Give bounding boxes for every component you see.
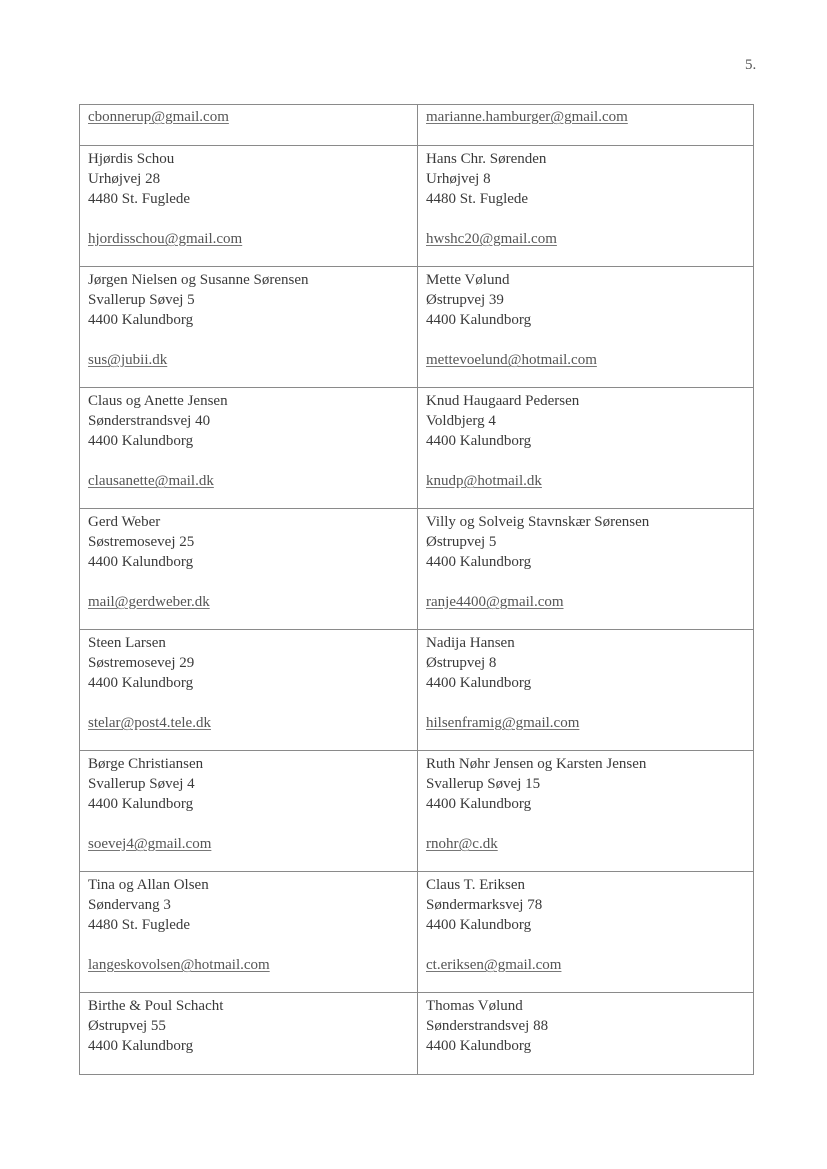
contact-street: Søndermarksvej 78 bbox=[426, 897, 543, 913]
contact-street: Søstremosevej 29 bbox=[88, 655, 195, 671]
contact-city: 4400 Kalundborg bbox=[88, 433, 194, 449]
contact-city: 4480 St. Fuglede bbox=[88, 191, 191, 207]
contact-street: Østrupvej 5 bbox=[426, 534, 497, 550]
contact-street: Voldbjerg 4 bbox=[426, 413, 496, 429]
contact-street: Sønderstrandsvej 88 bbox=[426, 1018, 549, 1034]
contact-city: 4400 Kalundborg bbox=[426, 675, 532, 691]
table-row bbox=[80, 105, 754, 146]
table-row bbox=[80, 388, 754, 509]
contact-name: Mette Vølund bbox=[426, 272, 510, 288]
email-link[interactable]: knudp@hotmail.dk bbox=[426, 473, 542, 489]
contact-name: Steen Larsen bbox=[88, 635, 166, 651]
email-link[interactable]: hjordisschou@gmail.com bbox=[88, 231, 243, 247]
email-link[interactable]: ranje4400@gmail.com bbox=[426, 594, 564, 610]
contact-cell bbox=[80, 993, 418, 1075]
table-row bbox=[80, 993, 754, 1075]
contact-city: 4480 St. Fuglede bbox=[88, 917, 191, 933]
contact-cell bbox=[80, 872, 418, 993]
contact-cell bbox=[418, 509, 754, 630]
contact-street: Søstremosevej 25 bbox=[88, 534, 195, 550]
contact-city: 4400 Kalundborg bbox=[426, 796, 532, 812]
contact-name: Claus og Anette Jensen bbox=[88, 393, 228, 409]
contact-street: Svallerup Søvej 4 bbox=[88, 776, 195, 792]
table-row bbox=[80, 630, 754, 751]
contact-street: Svallerup Søvej 15 bbox=[426, 776, 541, 792]
page-number: 5. bbox=[745, 57, 757, 73]
contact-name: Børge Christiansen bbox=[88, 756, 204, 772]
email-link[interactable]: stelar@post4.tele.dk bbox=[88, 715, 211, 731]
contact-name: Jørgen Nielsen og Susanne Sørensen bbox=[88, 272, 309, 288]
email-link[interactable]: hilsenframig@gmail.com bbox=[426, 715, 580, 731]
contact-street: Østrupvej 39 bbox=[426, 292, 504, 308]
contact-city: 4480 St. Fuglede bbox=[426, 191, 529, 207]
contact-name: Villy og Solveig Stavnskær Sørensen bbox=[426, 514, 650, 530]
contact-cell bbox=[418, 388, 754, 509]
email-link[interactable]: mettevoelund@hotmail.com bbox=[426, 352, 597, 368]
contact-cell bbox=[418, 267, 754, 388]
contact-city: 4400 Kalundborg bbox=[88, 312, 194, 328]
email-link[interactable]: clausanette@mail.dk bbox=[88, 473, 214, 489]
contact-cell bbox=[418, 105, 754, 146]
contact-table bbox=[79, 104, 754, 1075]
table-row bbox=[80, 872, 754, 993]
contact-city: 4400 Kalundborg bbox=[426, 917, 532, 933]
contact-cell bbox=[80, 509, 418, 630]
contact-city: 4400 Kalundborg bbox=[88, 675, 194, 691]
contact-name: Ruth Nøhr Jensen og Karsten Jensen bbox=[426, 756, 647, 772]
contact-city: 4400 Kalundborg bbox=[88, 1038, 194, 1054]
contact-street: Søndervang 3 bbox=[88, 897, 171, 913]
contact-name: Hjørdis Schou bbox=[88, 151, 175, 167]
contact-street: Urhøjvej 8 bbox=[426, 171, 491, 187]
contact-cell bbox=[80, 751, 418, 872]
contact-cell bbox=[418, 872, 754, 993]
contact-city: 4400 Kalundborg bbox=[426, 312, 532, 328]
contact-cell bbox=[418, 993, 754, 1075]
contact-cell bbox=[418, 146, 754, 267]
contact-city: 4400 Kalundborg bbox=[426, 1038, 532, 1054]
contact-street: Urhøjvej 28 bbox=[88, 171, 161, 187]
table-row bbox=[80, 267, 754, 388]
contact-name: Gerd Weber bbox=[88, 514, 161, 530]
contact-cell bbox=[80, 630, 418, 751]
contact-cell bbox=[80, 267, 418, 388]
contact-name: Tina og Allan Olsen bbox=[88, 877, 209, 893]
contact-street: Østrupvej 55 bbox=[88, 1018, 166, 1034]
email-link[interactable]: hwshc20@gmail.com bbox=[426, 231, 557, 247]
contact-cell bbox=[418, 751, 754, 872]
contact-street: Østrupvej 8 bbox=[426, 655, 497, 671]
contact-city: 4400 Kalundborg bbox=[426, 433, 532, 449]
email-link[interactable]: marianne.hamburger@gmail.com bbox=[426, 109, 628, 125]
contact-city: 4400 Kalundborg bbox=[88, 796, 194, 812]
contact-city: 4400 Kalundborg bbox=[88, 554, 194, 570]
email-link[interactable]: cbonnerup@gmail.com bbox=[88, 109, 229, 125]
contact-cell bbox=[80, 105, 418, 146]
contact-name: Birthe & Poul Schacht bbox=[88, 998, 224, 1014]
contact-name: Thomas Vølund bbox=[426, 998, 523, 1014]
contact-name: Hans Chr. Sørenden bbox=[426, 151, 547, 167]
contact-city: 4400 Kalundborg bbox=[426, 554, 532, 570]
table-row bbox=[80, 146, 754, 267]
contact-name: Claus T. Eriksen bbox=[426, 877, 526, 893]
table-row bbox=[80, 751, 754, 872]
email-link[interactable]: ct.eriksen@gmail.com bbox=[426, 957, 562, 973]
email-link[interactable]: sus@jubii.dk bbox=[88, 352, 168, 368]
contact-cell bbox=[418, 630, 754, 751]
email-link[interactable]: soevej4@gmail.com bbox=[88, 836, 212, 852]
contact-street: Sønderstrandsvej 40 bbox=[88, 413, 211, 429]
contact-name: Nadija Hansen bbox=[426, 635, 515, 651]
email-link[interactable]: langeskovolsen@hotmail.com bbox=[88, 957, 270, 973]
contact-cell bbox=[80, 146, 418, 267]
contact-name: Knud Haugaard Pedersen bbox=[426, 393, 580, 409]
contact-street: Svallerup Søvej 5 bbox=[88, 292, 195, 308]
email-link[interactable]: mail@gerdweber.dk bbox=[88, 594, 210, 610]
table-row bbox=[80, 509, 754, 630]
email-link[interactable]: rnohr@c.dk bbox=[426, 836, 498, 852]
contact-cell bbox=[80, 388, 418, 509]
